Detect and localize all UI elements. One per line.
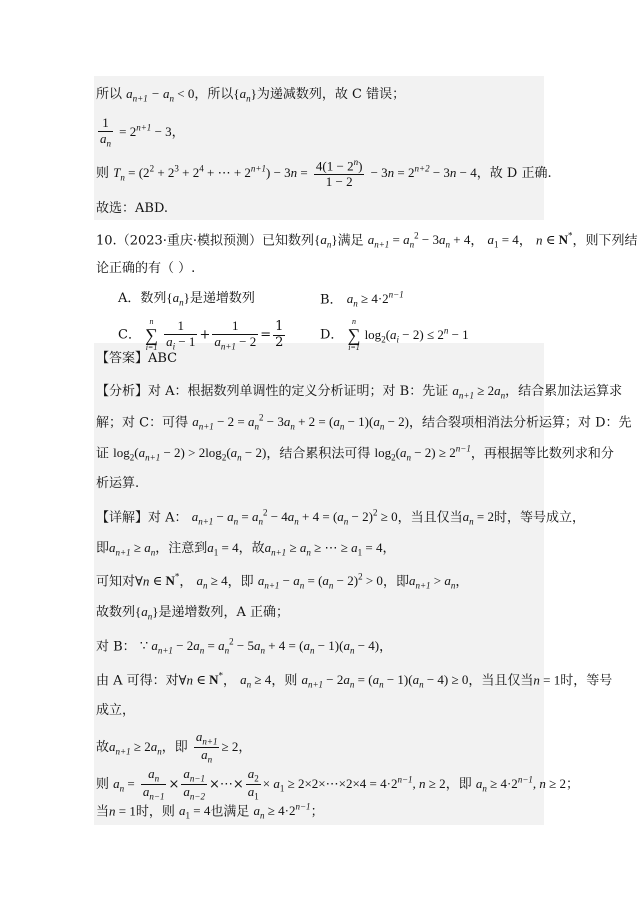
detail-line-9: 则 $a_n$ = $\frac{a_n}{a_{n-1}}$ × $\frac{a_{n-1}}{a_{n-2}}$ ×⋯× $\frac{a_2}{a_1}$ × $a_1$ ≥ 2×2×⋯×2×4 = $4\cdot 2^{n-1}$, n ≥ 2，即 $a_n \ge 4\cdot 2^{n-1}$, n ≥ 2； [96,766,580,802]
analysis-line-2: 解；对 C：可得 $a_{n+1} - 2 = a_n^2 - 3a_n + 2 = (a_n - 1)(a_n - 2)$，结合裂项相消法分析运算；对 D：先 [96,413,632,432]
prev-line-1: 所以 $a_{n+1} - a_n < 0$，所以$\{a_n\}$为递减数列，故 C 错误； [96,86,406,104]
question-line-1: 10.（2023·重庆·模拟预测）已知数列$\{a_n\}$满足 $a_{n+1} = a_n^2 - 3a_n + 4$， $a_1 = 4$， n ∈ N*，则下列结 [96,231,638,250]
question-line-2: 论正确的有（ ）. [96,261,196,276]
detail-line-3: 可知对∀n ∈ N*， $a_n \ge 4$，即 $a_{n+1} - a_n = (a_n - 2)^2 > 0$，即$a_{n+1} > a_n$， [96,572,469,591]
detail-line-2: 即$a_{n+1} \ge a_n$，注意到$a_1 = 4$，故$a_{n+1} \ge a_n$ ≥ ⋯ ≥ $a_1 = 4$， [96,540,396,558]
detail-line-4: 故数列$\{a_n\}$是递增数列，A 正确； [96,604,290,622]
option-c: C． n ∑ i=1 $\frac{1}{a_i - 1}$ + $\frac{1}{a_{n+1} - 2}$ = $\frac{1}{2}$ [118,317,284,352]
option-b: B． $a_n \ge 4\cdot 2^{n-1}$ [320,290,404,309]
detail-line-8: 故$a_{n+1} \ge 2a_n$，即 $\frac{a_{n+1}}{a_n}$ ≥ 2， [96,729,252,765]
detail-line-10: 当n = 1时，则 $a_1 = 4$也满足 $a_n \ge 4\cdot 2^{n-1}$； [96,802,324,821]
detail-line-1: 【详解】对 A： $a_{n+1} - a_n = a_n^2 - 4a_n + 4 = (a_n - 2)^2 \ge 0$，当且仅当$a_n = 2$时，等号成立， [96,508,585,527]
option-a: A．数列$\{a_n\}$是递增数列 [118,290,255,308]
detail-line-7: 成立， [96,703,136,718]
analysis-line-4: 析运算. [96,476,140,491]
analysis-line-1: 【分析】对 A：根据数列单调性的定义分析证明；对 B：先证 $a_{n+1} \ge 2a_n$，结合累加法运算求 [96,383,623,401]
prev-answer-line: 故选：ABD. [96,201,169,216]
option-d: D． n ∑ i=1 $\log_2(a_i - 2) \le 2^n - 1$ [320,317,469,352]
detail-line-6: 由 A 可得：对∀n ∈ N*， $a_n \ge 4$，则 $a_{n+1} - 2a_n = (a_n - 1)(a_n - 4) \ge 0$，当且仅当n = 1时，等号 [96,671,613,690]
detail-line-5: 对 B： ∵ $a_{n+1} - 2a_n = a_n^2 - 5a_n + 4 = (a_n - 1)(a_n - 4)$， [96,637,393,656]
prev-line-2: $\frac{1}{a_n}$ = $2^{n+1} - 3$， [100,115,185,149]
analysis-line-3: 证 $\log_2(a_{n+1} - 2) > 2\log_2(a_n - 2)$，结合累积法可得 $\log_2(a_n - 2) \ge 2^{n-1}$，再根据等比数列求和分 [96,444,614,463]
prev-line-3: 则 $T_n = (2^2 + 2^3 + 2^4$ + ⋯ + $2^{n+1}) - 3n$ = $\frac{4(1 - 2^n)}{1 - 2}$ − $3n = 2^{n+2} - 3n - 4$，故 D 正确. [96,157,552,190]
answer-label: 【答案】ABC [96,351,178,366]
